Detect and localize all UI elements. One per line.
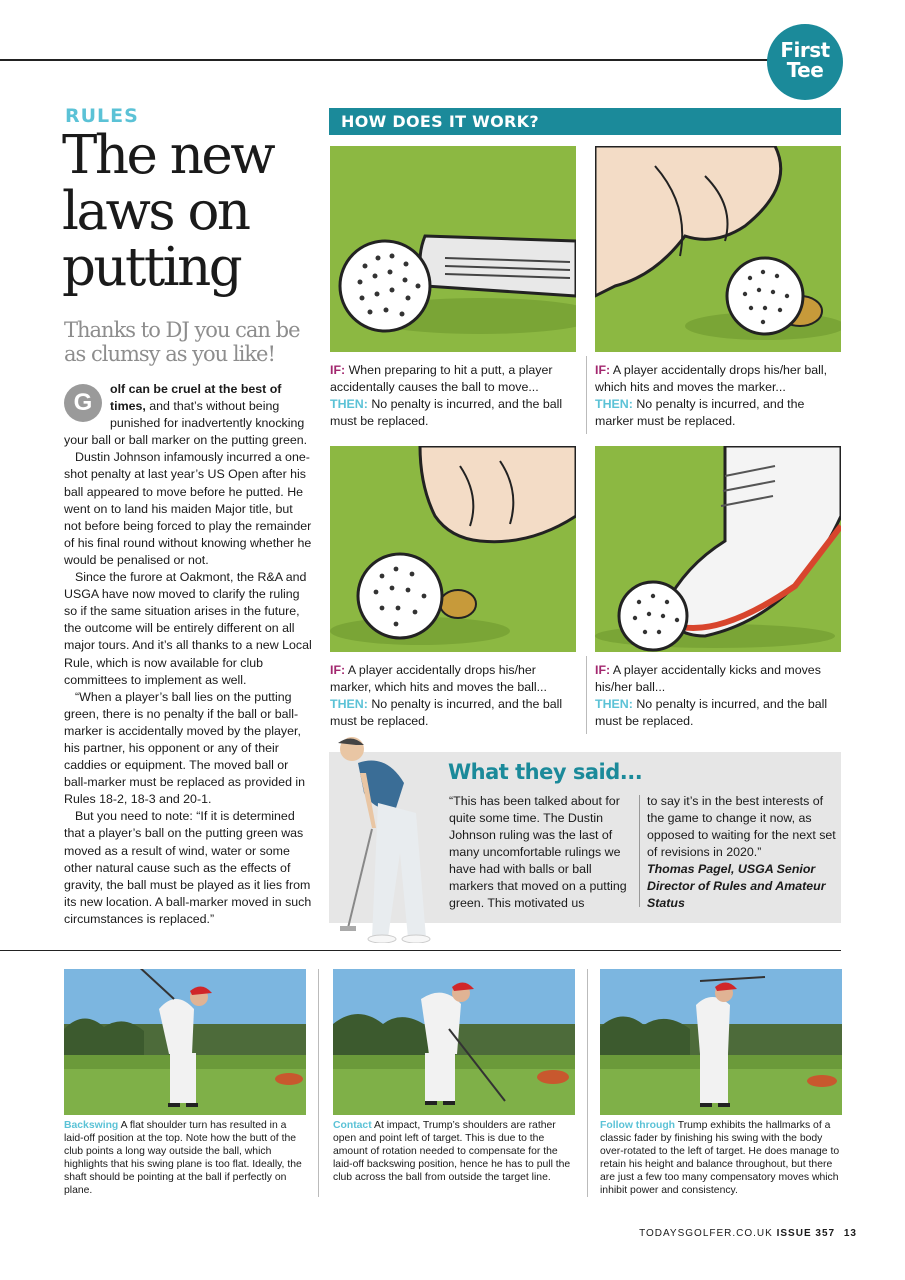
- how-caption: [330, 362, 576, 430]
- follow-through-photo: [600, 969, 842, 1115]
- paragraph: Dustin Johnson infamously incurred a one-shot penalty at last year’s US Open after his ball appeared to move before he putted. He went on to land his maiden Major title, but not before being forced to play the remainder of his final round without knowing whether he would be penalised or not.: [64, 450, 312, 567]
- if-label: IF:: [595, 663, 611, 677]
- photo-caption: [333, 1119, 577, 1184]
- quote-text: to say it’s in the best interests of the game to change it now, as opposed to waiting for the next set of revisions in 2020.”: [647, 794, 836, 859]
- then-label: THEN:: [330, 397, 368, 411]
- caption-label: Follow through: [600, 1120, 676, 1131]
- top-rule: [0, 59, 780, 61]
- then-text: No penalty is incurred, and the ball must be replaced.: [330, 697, 563, 728]
- paragraph: Since the furore at Oakmont, the R&A and USGA have now moved to clarify the ruling so if the same situation arises in the future, the outcome will be entirely different on all major tours. And it’s all thanks to a new Local Rule, which is now available for club committees to implement as well.: [64, 570, 312, 687]
- first-tee-badge: [767, 24, 843, 100]
- section-rule: [0, 950, 841, 951]
- headline: [62, 125, 322, 298]
- lead-in: olf can be cruel at the best of times,: [110, 382, 282, 414]
- paragraph: [64, 381, 312, 449]
- swing-photo-follow-through: [600, 969, 842, 1115]
- standfirst-line: as clumsy as you like!: [64, 342, 275, 366]
- if-text: A player accidentally kicks and moves his/her ball...: [595, 663, 821, 694]
- quote-continued: [647, 793, 837, 912]
- column-divider: [318, 969, 319, 1197]
- if-label: IF:: [330, 363, 346, 377]
- caption-label: Contact: [333, 1120, 372, 1131]
- illustration-drop-ball: [595, 146, 841, 352]
- page-number: 13: [843, 1228, 857, 1239]
- dropcap: G: [64, 384, 102, 422]
- article-body: [64, 381, 312, 928]
- if-label: IF:: [330, 663, 346, 677]
- how-caption: [330, 662, 576, 730]
- caption-label: Backswing: [64, 1120, 119, 1131]
- page-footer: [639, 1228, 857, 1239]
- then-text: No penalty is incurred, and the ball must be replaced.: [330, 397, 563, 428]
- column-divider: [587, 969, 588, 1197]
- headline-line: The new: [62, 125, 274, 186]
- standfirst-line: Thanks to DJ you can be: [64, 318, 300, 342]
- caption-text: Trump exhibits the hallmarks of a classic fader by finishing his swing with the body over-rotated to the left of target. He does manage to retain his height and balance throughout, but there are just a few too many compensatory moves which inhibit power and consistency.: [600, 1120, 840, 1196]
- badge-line2: Tee: [786, 58, 824, 82]
- golfer-photo: [316, 733, 440, 943]
- section-tag: RULES: [65, 105, 139, 127]
- photo-caption: [64, 1119, 308, 1197]
- headline-line: laws on: [62, 181, 249, 242]
- kick-ball-illustration: [595, 446, 841, 652]
- drop-ball-illustration: [595, 146, 841, 352]
- swing-photo-backswing: [64, 969, 306, 1115]
- if-text: A player accidentally drops his/her ball, which hits and moves the marker...: [595, 363, 828, 394]
- quote-divider: [639, 795, 640, 907]
- drop-marker-illustration: [330, 446, 576, 652]
- caption-text: At impact, Trump’s shoulders are rather open and point left of target. This is due to the amount of rotation needed to compensate for the laid-off backswing position, hence he has to pull the club across the ball from outside the target line.: [333, 1120, 571, 1183]
- paragraph: “When a player’s ball lies on the putting green, there is no penalty if the ball or ball-marker is accidentally moved by the player, his partner, his opponent or any of their caddies or equipment. The moved ball or ball-marker must be replaced as provided in Rules 18-2, 18-3 and 20-1.: [64, 689, 306, 807]
- quote-title: What they said...: [448, 760, 643, 784]
- contact-photo: [333, 969, 575, 1115]
- headline-line: putting: [62, 237, 241, 298]
- illustration-drop-marker: [330, 446, 576, 652]
- then-text: No penalty is incurred, and the marker must be replaced.: [595, 397, 805, 428]
- if-label: IF:: [595, 363, 611, 377]
- putter-ball-illustration: [330, 146, 576, 352]
- photo-caption: [600, 1119, 844, 1197]
- backswing-photo: [64, 969, 306, 1115]
- footer-issue: ISSUE 357: [776, 1228, 836, 1239]
- column-divider: [586, 356, 587, 434]
- paragraph-text: and that’s without being punished for inadvertently knocking your ball or ball marker on the putting green.: [64, 399, 308, 448]
- footer-site: TODAYSGOLFER.CO.UK: [639, 1228, 773, 1239]
- putting-golfer-figure: [316, 733, 440, 943]
- illustration-putter-ball: [330, 146, 576, 352]
- illustration-kick-ball: [595, 446, 841, 652]
- then-text: No penalty is incurred, and the ball must be replaced.: [595, 697, 828, 728]
- how-caption: [595, 362, 841, 430]
- quote-text: “This has been talked about for quite some time. The Dustin Johnson ruling was the last of many uncomfortable rulings we have had with balls or ball markers that moved on a putting green. This motivated us: [449, 794, 627, 910]
- how-it-works-header: HOW DOES IT WORK?: [329, 108, 841, 135]
- paragraph: But you need to note: “If it is determined that a player’s ball on the putting green was moved as a result of wind, water or some other natural cause such as the effects of gravity, the ball must be played as it lies from its new location. A ball-marker moved in such circumstances is replaced.”: [64, 809, 312, 926]
- caption-text: A flat shoulder turn has resulted in a laid-off position at the top. Note how the butt of the club points a long way outside the ball, which highlights that his swing plane is too flat. Ideally, the shaft should be pointing at the ball if perfectly on plane.: [64, 1120, 302, 1196]
- then-label: THEN:: [595, 697, 633, 711]
- then-label: THEN:: [330, 697, 368, 711]
- standfirst: [64, 318, 319, 366]
- column-divider: [586, 656, 587, 734]
- how-caption: [595, 662, 841, 730]
- swing-photo-contact: [333, 969, 575, 1115]
- quote-attribution: Thomas Pagel, USGA Senior Director of Rules and Amateur Status: [647, 862, 826, 910]
- badge-line1: First: [780, 38, 830, 62]
- then-label: THEN:: [595, 397, 633, 411]
- if-text: A player accidentally drops his/her marker, which hits and moves the ball...: [330, 663, 547, 694]
- if-text: When preparing to hit a putt, a player accidentally causes the ball to move...: [330, 363, 553, 394]
